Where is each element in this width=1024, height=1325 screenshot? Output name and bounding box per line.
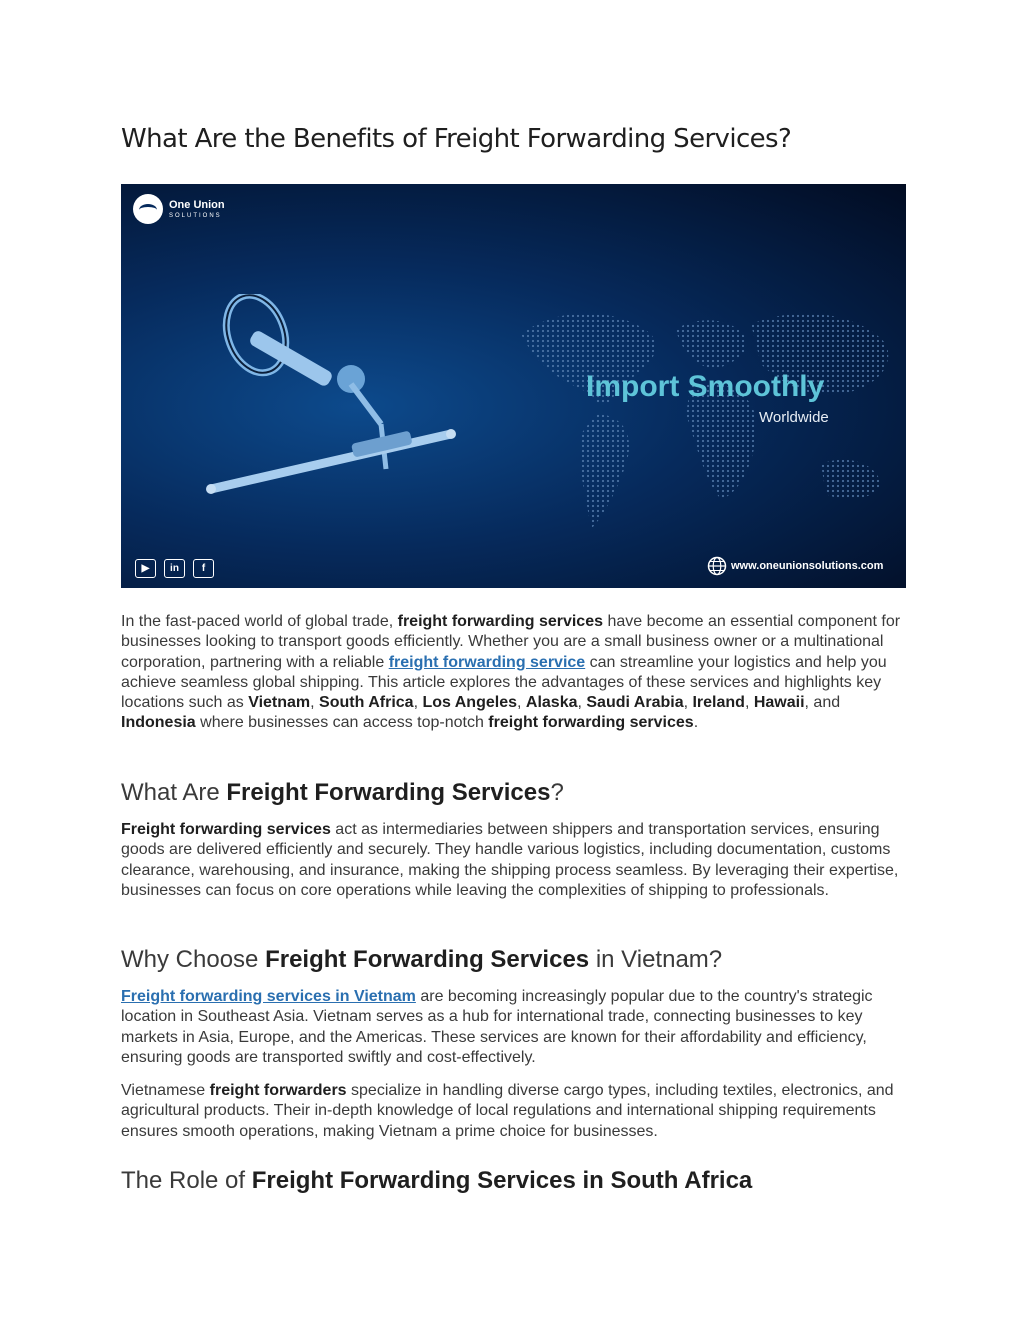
steering-assembly-illustration	[201, 294, 501, 514]
emphasis: Freight forwarding services	[121, 821, 331, 838]
website-link[interactable]	[707, 556, 883, 576]
emphasis: freight forwarding services	[397, 613, 603, 630]
website-url: www.oneunionsolutions.com	[731, 560, 884, 572]
location-ireland: Ireland	[692, 694, 745, 712]
location-south-africa: South Africa	[319, 694, 414, 712]
location-vietnam: Vietnam	[248, 694, 311, 712]
section-heading-south-africa: The Role of Freight Forwarding Services in South Africa	[121, 1167, 753, 1194]
section1-paragraph: Freight forwarding services act as intermediaries between shippers and transportation services, ensuring goods are delivered efficiently and securely. They handle various logistics, including documentation, customs clearance, warehousing, and insurance, making the shipping process seamless. By leveraging their expertise, businesses can focus on core operations while leaving the complexities of shipping to professionals.	[121, 821, 899, 899]
logo-subtitle: SOLUTIONS	[169, 212, 222, 219]
location-saudi-arabia: Saudi Arabia	[586, 694, 684, 712]
location-hawaii: Hawaii	[753, 694, 805, 712]
intro-paragraph: In the fast-paced world of global trade, freight forwarding services have become an essential component for businesses looking to transport goods efficiently. Whether you are a small business owner or a multinational corporation, partnering with a reliable freight forwarding service can streamline your logistics and help you achieve seamless global shipping. This article explores the advantages of these services and highlights key locations such as Vietnam, South Africa, Los Angeles, Alaska, Saudi Arabia, Ireland, Hawaii, and Indonesia where businesses can access top-notch freight forwarding services.	[121, 613, 901, 732]
banner-headline: Import Smoothly	[586, 370, 825, 403]
page-title: What Are the Benefits of Freight Forwarding Services?	[121, 124, 792, 154]
freight-forwarding-service-link[interactable]: freight forwarding service	[388, 653, 586, 671]
section2-paragraph-2: Vietnamese freight forwarders specialize in handling diverse cargo types, including textiles, electronics, and agricultural products. Their in-depth knowledge of local regulations and international shipping requirements ensures smooth operations, making Vietnam a prime choice for businesses.	[121, 1082, 894, 1140]
emphasis: freight forwarders	[209, 1082, 347, 1099]
world-map-illustration	[501, 294, 901, 554]
section2-paragraph-1: Freight forwarding services in Vietnam are becoming increasingly popular due to the country's strategic location in Southeast Asia. Vietnam serves as a hub for international trade, connecting businesses to key markets in Asia, Europe, and the Americas. These services are known for their affordability and efficiency, ensuring goods are transported swiftly and cost-effectively.	[121, 988, 873, 1066]
brand-logo	[133, 194, 225, 224]
logo-mark-icon	[133, 194, 163, 224]
location-indonesia: Indonesia	[121, 714, 196, 732]
location-los-angeles: Los Angeles	[422, 694, 517, 712]
banner-subline: Worldwide	[759, 409, 829, 426]
linkedin-icon[interactable]: in	[164, 559, 185, 578]
social-icons	[135, 559, 214, 578]
youtube-icon[interactable]: ▶	[135, 559, 156, 578]
facebook-icon[interactable]: f	[193, 559, 214, 578]
location-alaska: Alaska	[525, 694, 578, 712]
logo-name: One Union	[169, 198, 225, 211]
section-heading-why-vietnam: Why Choose Freight Forwarding Services in Vietnam?	[121, 946, 723, 973]
globe-icon	[707, 556, 727, 576]
banner-image	[121, 184, 906, 588]
section-heading-what-are: What Are Freight Forwarding Services?	[121, 779, 564, 806]
vietnam-services-link[interactable]: Freight forwarding services in Vietnam	[121, 988, 416, 1005]
emphasis: freight forwarding services	[488, 714, 694, 732]
